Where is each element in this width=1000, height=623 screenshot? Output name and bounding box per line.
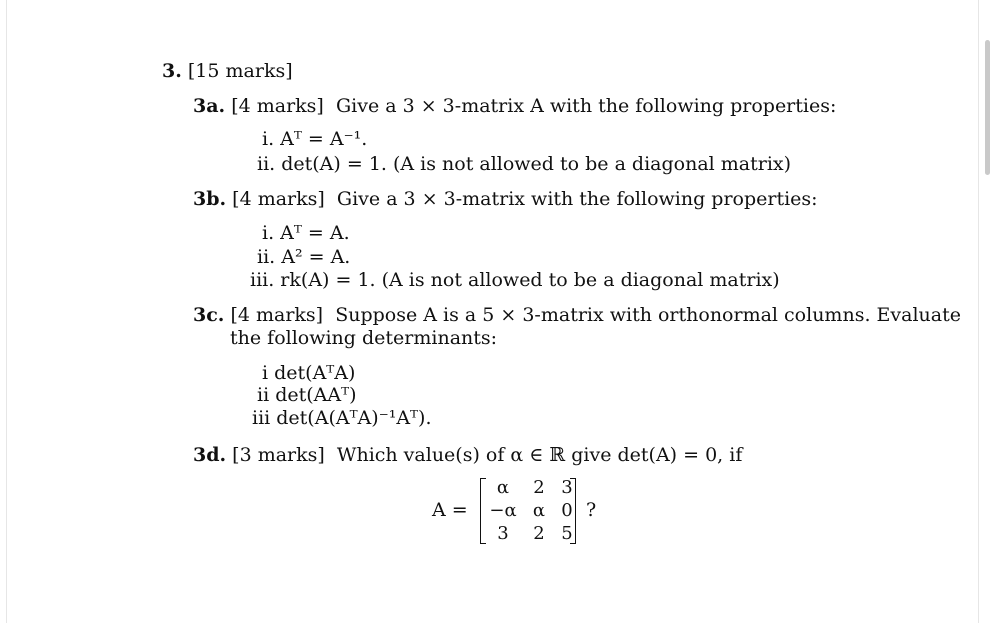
question-3c-item-2	[257, 384, 356, 406]
question-number: 3.	[162, 60, 182, 82]
question-3b-item-2-text: ii. A² = A.	[257, 246, 351, 268]
question-3d-label: 3d.	[193, 444, 227, 466]
question-3d-text: Which value(s) of α ∈ ℝ give det(A) = 0, if	[336, 444, 743, 466]
question-3a-item-1-text: i. Aᵀ = A⁻¹.	[262, 128, 368, 150]
question-3c-item-3	[252, 407, 432, 429]
vertical-scrollbar[interactable]	[985, 40, 990, 175]
question-3c-label: 3c.	[193, 304, 225, 326]
question-3a-label: 3a.	[193, 95, 226, 117]
question-3b-item-1	[262, 222, 350, 244]
matrix-cell: 2	[533, 523, 545, 544]
question-3d	[193, 444, 742, 466]
question-3b-marks: [4 marks]	[232, 188, 325, 210]
page-edge-left	[6, 0, 7, 623]
question-3c	[193, 304, 961, 326]
question-marks: [15 marks]	[187, 60, 293, 82]
question-3b-text: Give a 3 × 3-matrix with the following properties:	[336, 188, 818, 210]
question-3a-item-2-text: ii. det(A) = 1. (A is not allowed to be a diagonal matrix)	[257, 153, 792, 175]
question-3-header	[162, 60, 293, 82]
question-3a-item-1	[262, 128, 367, 150]
question-3a-marks: [4 marks]	[231, 95, 324, 117]
question-3b-item-3-text: iii. rk(A) = 1. (A is not allowed to be a diagonal matrix)	[250, 269, 780, 291]
matrix-right-bracket	[570, 478, 576, 544]
matrix-left-bracket	[480, 478, 486, 544]
question-3a-text: Give a 3 × 3-matrix A with the following properties:	[335, 95, 837, 117]
question-3c-item-3-text: iii det(A(AᵀA)⁻¹Aᵀ).	[252, 407, 432, 429]
question-3c-marks: [4 marks]	[230, 304, 324, 326]
matrix-cell: α	[496, 477, 510, 498]
matrix-cell: −α	[489, 500, 517, 521]
matrix-cell: 3	[497, 523, 509, 544]
question-3d-marks: [3 marks]	[232, 444, 325, 466]
question-3c-text-2: the following determinants:	[230, 327, 498, 349]
question-3b-item-2	[257, 246, 350, 268]
question-3b-item-1-text: i. Aᵀ = A.	[262, 222, 350, 244]
matrix-cell: 2	[533, 477, 545, 498]
question-3a-item-2	[257, 153, 791, 175]
question-3a	[193, 95, 836, 117]
question-3c-text-1: Suppose A is a 5 × 3-matrix with orthonormal columns. Evaluate	[335, 304, 961, 326]
question-3b	[193, 188, 818, 210]
matrix-cell: 3	[561, 477, 573, 498]
question-3c-item-1-text: i det(AᵀA)	[262, 362, 356, 384]
question-3b-label: 3b.	[193, 188, 227, 210]
matrix-cell: 5	[561, 523, 573, 544]
matrix-cell: α	[532, 500, 546, 521]
matrix-question-mark: ?	[586, 499, 597, 521]
page-edge-right	[978, 0, 979, 623]
matrix-lhs: A =	[432, 499, 468, 521]
matrix-cell: 0	[561, 500, 573, 521]
question-3b-item-3	[250, 269, 780, 291]
question-3c-item-1	[262, 362, 355, 384]
question-3c-item-2-text: ii det(AAᵀ)	[257, 384, 357, 406]
